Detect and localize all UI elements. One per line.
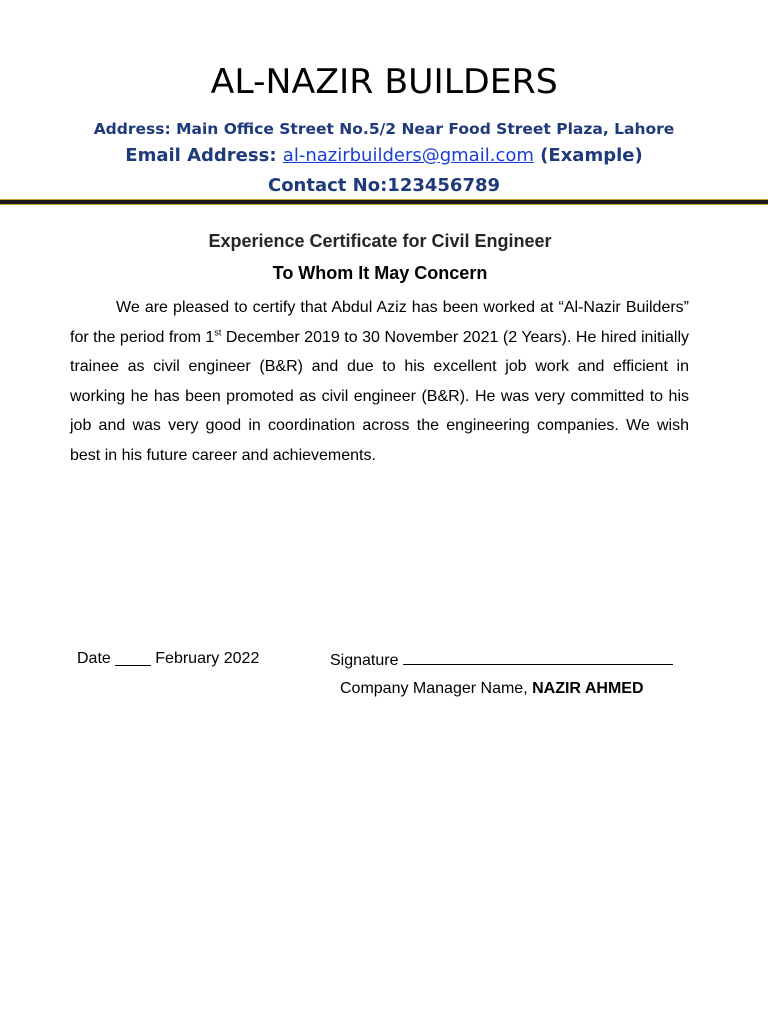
- contact-number: Contact No:123456789: [267, 175, 501, 196]
- email-note: (Example): [540, 145, 643, 166]
- header-divider: [0, 199, 768, 205]
- body-text-part-2: December 2019 to 30 November 2021 (2 Years). He hired initially trainee as civil engineer (B&R) and due to his excellent job work and efficient in working he has been promoted as civil engineer (B&R). He was very committed to his job and was very good in coordination across the engineering companies. We wish best in his future career and achievements.: [70, 328, 690, 464]
- certificate-body: [70, 293, 689, 470]
- company-name-text: AL-NAZIR BUILDERS: [210, 62, 558, 102]
- signature-blank-line: [403, 650, 673, 665]
- email-label: Email Address:: [125, 145, 277, 166]
- email-line: [0, 145, 768, 166]
- certificate-salutation: To Whom It May Concern: [272, 263, 488, 283]
- signature-field: [330, 650, 673, 670]
- body-text-part-1: We are pleased to certify that Abdul Aziz has been worked at “Al-Nazir Builders” for the period from 1: [70, 299, 689, 346]
- signature-label: Signature: [330, 652, 399, 669]
- certificate-title: Experience Certificate for Civil Engineer: [208, 231, 552, 251]
- manager-name: NAZIR AHMED: [532, 680, 644, 697]
- email-link[interactable]: al-nazirbuilders@gmail.com: [282, 145, 534, 166]
- company-address: Address: Main Office Street No.5/2 Near Food Street Plaza, Lahore: [93, 120, 675, 138]
- manager-label: Company Manager Name,: [340, 680, 528, 697]
- company-name: [0, 62, 768, 102]
- ordinal-suffix: st: [214, 327, 222, 338]
- date-field: Date ____ February 2022: [77, 650, 260, 667]
- manager-line: [340, 680, 644, 698]
